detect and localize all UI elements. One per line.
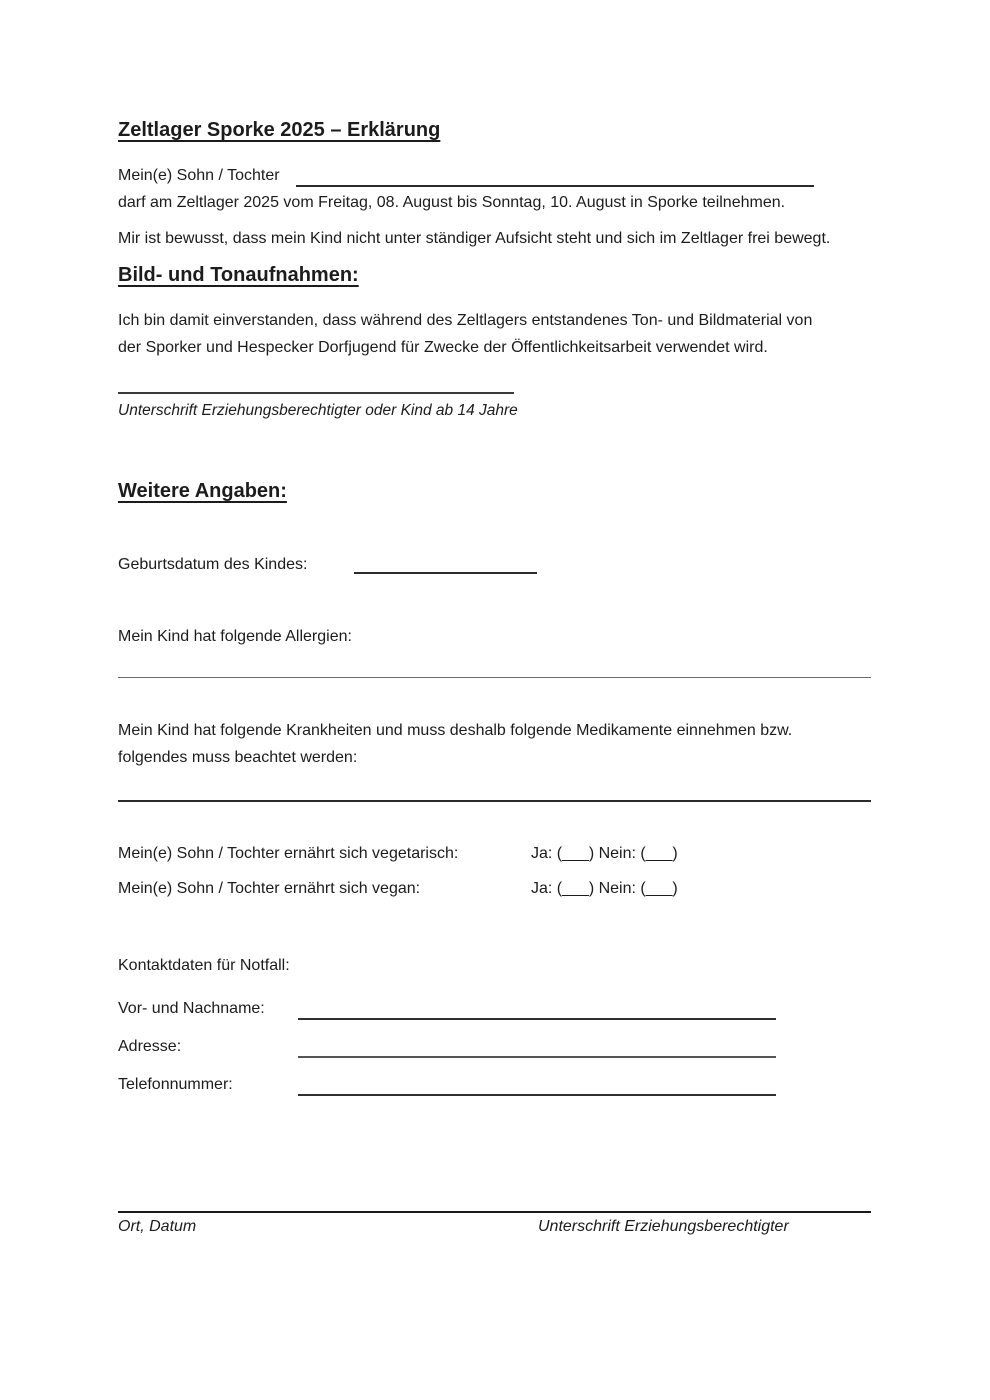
contact-phone-label: Telefonnummer: xyxy=(118,1076,233,1093)
contact-address-label: Adresse: xyxy=(118,1038,182,1055)
contact-heading: Kontaktdaten für Notfall: xyxy=(118,957,290,974)
signature-blank xyxy=(118,392,514,394)
contact-name-label: Vor- und Nachname: xyxy=(118,1000,265,1017)
footer-signature-rule xyxy=(118,1211,871,1213)
contact-name-blank xyxy=(298,1000,776,1020)
contact-row xyxy=(118,1038,872,1058)
contact-row xyxy=(118,1000,872,1020)
vegan-label: Mein(e) Sohn / Tochter ernährt sich vegan: xyxy=(118,880,421,897)
media-consent-line1: Ich bin damit einverstanden, dass während des Zeltlagers entstandenes Ton- und Bildmaterial von xyxy=(118,312,813,329)
allergies-blank xyxy=(118,677,871,678)
child-name-blank xyxy=(296,165,814,187)
birthdate-blank xyxy=(354,554,537,574)
illness-blank xyxy=(118,800,871,802)
page-title: Zeltlager Sporke 2025 – Erklärung xyxy=(118,119,441,141)
awareness-text: Mir ist bewusst, dass mein Kind nicht unter ständiger Aufsicht steht und sich im Zeltlager frei bewegt. xyxy=(118,230,831,247)
vegetarian-yes-no: Ja: (___) Nein: (___) xyxy=(531,845,678,862)
contact-address-blank xyxy=(298,1038,776,1058)
contact-phone-blank xyxy=(298,1076,776,1096)
birthdate-label: Geburtsdatum des Kindes: xyxy=(118,556,308,573)
vegan-yes-no: Ja: (___) Nein: (___) xyxy=(531,880,678,897)
vegetarian-label: Mein(e) Sohn / Tochter ernährt sich vegetarisch: xyxy=(118,845,459,862)
media-section-heading: Bild- und Tonaufnahmen: xyxy=(118,264,359,286)
child-name-label: Mein(e) Sohn / Tochter xyxy=(118,167,280,184)
details-section-heading: Weitere Angaben: xyxy=(118,480,287,502)
illness-label-line2: folgendes muss beachtet werden: xyxy=(118,749,358,766)
place-date-label: Ort, Datum xyxy=(118,1218,197,1235)
signature-caption: Unterschrift Erziehungsberechtigter oder Kind ab 14 Jahre xyxy=(118,402,518,419)
contact-row xyxy=(118,1076,872,1096)
illness-label-line1: Mein Kind hat folgende Krankheiten und muss deshalb folgende Medikamente einnehmen bzw. xyxy=(118,722,793,739)
media-consent-line2: der Sporker und Hespecker Dorfjugend für Zwecke der Öffentlichkeitsarbeit verwendet wird. xyxy=(118,339,768,356)
guardian-signature-label: Unterschrift Erziehungsberechtigter xyxy=(538,1218,789,1235)
allergies-label: Mein Kind hat folgende Allergien: xyxy=(118,628,352,645)
participation-text: darf am Zeltlager 2025 vom Freitag, 08. August bis Sonntag, 10. August in Sporke teilnehmen. xyxy=(118,194,786,211)
